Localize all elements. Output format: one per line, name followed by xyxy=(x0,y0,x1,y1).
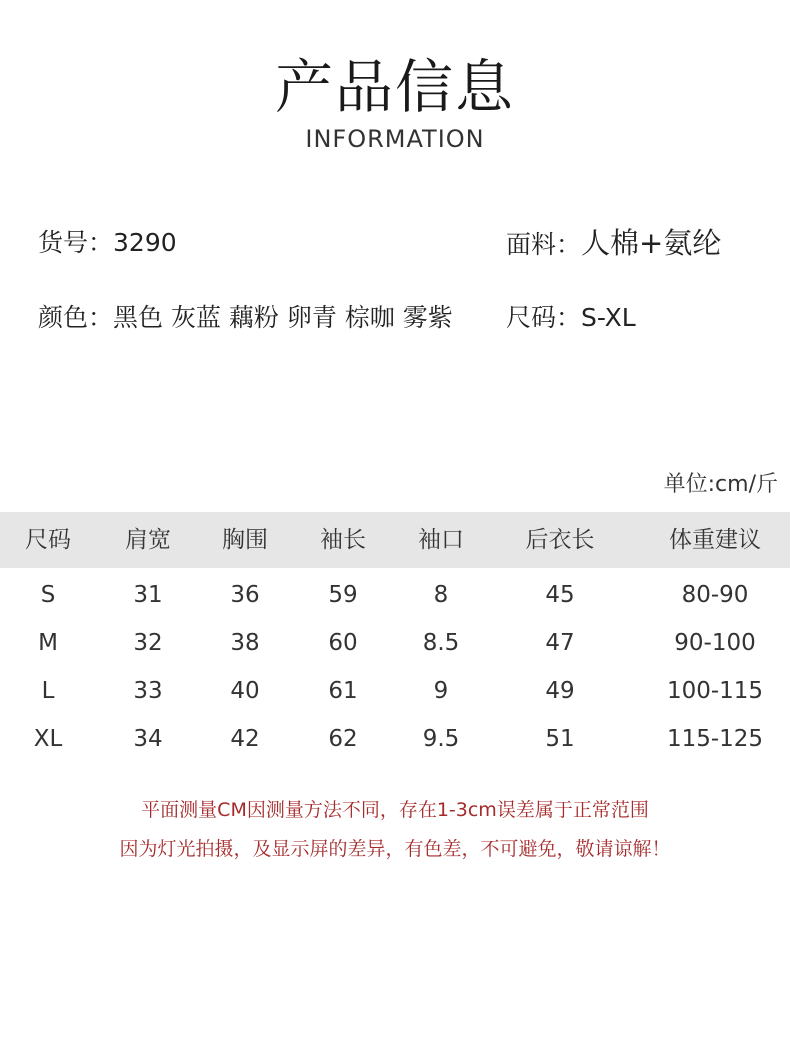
table-cell: 8 xyxy=(433,582,449,608)
table-cell: 33 xyxy=(133,678,163,704)
table-cell: 36 xyxy=(230,582,260,608)
color-disclaimer-note: 因为灯光拍摄，及显示屏的差异，有色差，不可避免，敬请谅解！ xyxy=(119,838,671,860)
table-cell: 49 xyxy=(545,678,575,704)
item-number-value: 3290 xyxy=(113,228,177,257)
colors-value: 黑色 灰蓝 藕粉 卵青 棕咖 雾紫 xyxy=(113,303,453,332)
table-row xyxy=(0,667,790,715)
header-cell: 尺码 xyxy=(25,527,71,553)
item-number-label: 货号： xyxy=(38,228,114,257)
table-cell: 32 xyxy=(133,630,163,656)
size-range-value: S-XL xyxy=(581,303,636,332)
table-cell: 115-125 xyxy=(666,726,764,752)
table-row xyxy=(0,715,790,763)
table-cell: 34 xyxy=(133,726,163,752)
unit-label: 单位:cm/斤 xyxy=(663,472,778,497)
page-subtitle: INFORMATION xyxy=(305,125,485,153)
fabric-label: 面料： xyxy=(506,230,582,259)
header-cell: 袖口 xyxy=(418,527,464,553)
colors xyxy=(38,301,453,335)
size-range xyxy=(506,301,636,335)
fabric xyxy=(506,226,721,262)
table-cell: 62 xyxy=(328,726,358,752)
table-cell: 40 xyxy=(230,678,260,704)
table-row xyxy=(0,571,790,619)
item-number xyxy=(38,226,177,260)
header-cell: 体重建议 xyxy=(669,527,761,553)
header-cell: 胸围 xyxy=(222,527,268,553)
size-range-label: 尺码： xyxy=(506,303,582,332)
table-cell: XL xyxy=(33,726,63,752)
measurement-note: 平面测量CM因测量方法不同，存在1-3cm误差属于正常范围 xyxy=(141,799,649,821)
header-cell: 袖长 xyxy=(320,527,366,553)
table-cell: 38 xyxy=(230,630,260,656)
table-cell: 61 xyxy=(328,678,358,704)
table-cell: 9.5 xyxy=(422,726,460,752)
table-cell: 8.5 xyxy=(422,630,460,656)
table-cell: 47 xyxy=(545,630,575,656)
table-cell: 45 xyxy=(545,582,575,608)
table-cell: M xyxy=(38,630,58,656)
table-cell: 59 xyxy=(328,582,358,608)
table-cell: 31 xyxy=(133,582,163,608)
colors-label: 颜色： xyxy=(38,303,114,332)
table-cell: S xyxy=(40,582,56,608)
page-title: 产品信息 xyxy=(274,53,515,121)
header-cell: 后衣长 xyxy=(525,527,595,553)
table-cell: 51 xyxy=(545,726,575,752)
table-cell: 60 xyxy=(328,630,358,656)
table-cell: 42 xyxy=(230,726,260,752)
header-cell: 肩宽 xyxy=(125,527,171,553)
table-cell: 90-100 xyxy=(674,630,756,656)
table-cell: 100-115 xyxy=(666,678,764,704)
table-cell: 9 xyxy=(433,678,449,704)
size-table-header xyxy=(0,512,790,568)
table-row xyxy=(0,619,790,667)
table-cell: 80-90 xyxy=(681,582,749,608)
fabric-value: 人棉+氨纶 xyxy=(581,226,722,260)
table-cell: L xyxy=(41,678,55,704)
